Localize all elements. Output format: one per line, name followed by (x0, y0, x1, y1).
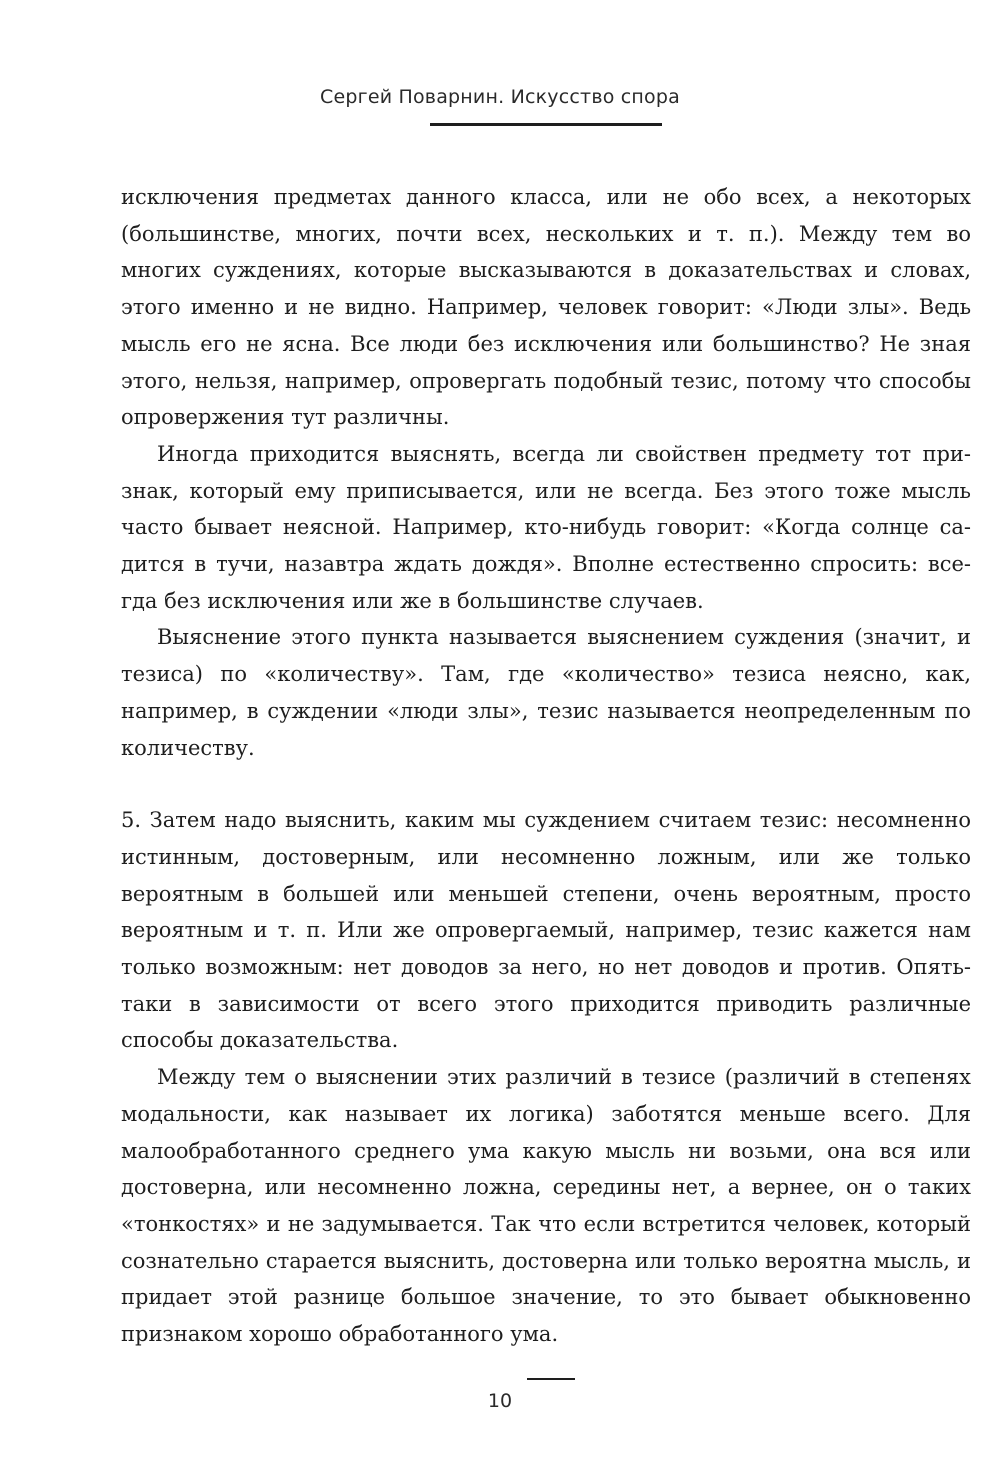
paragraph-continuation: исключения предметах данного класса, или не обо всех, а некоторых (большинстве, многих, почти всех, нескольких и т. п.). Между тем во многих суждениях, которые высказываются в доказательствах и словах, этого именно и не видно. Например, человек говорит: «Люди злы». Ведь мысль его не ясна. Все люди без исключения или большинство? Не зная этого, нельзя, например, опровергать подобный тезис, потому что способы опровержения тут различны. (121, 185, 971, 430)
paragraph-always-property: Иногда приходится выяснять, всегда ли свойствен предмету тот признак, который ему приписывается, или не всегда. Без этого тоже мысль часто бывает неясной. Например, кто-нибудь говорит: «Когда солнце садится в тучи, назавтра ждать дождя». Вполне естественно спросить: всегда без исключения или же в большинстве случаев. (121, 441, 971, 613)
footer-rule (527, 1378, 575, 1380)
paragraph-point-5: 5. Затем надо выяснить, каким мы суждением считаем тезис: несомненно истинным, достоверным, или несомненно ложным, или же только вероятным в большей или меньшей степени, очень вероятным, просто вероятным и т. п. Или же опровергаемый, например, тезис кажется нам только возможным: нет доводов за него, но нет доводов и против. Опять-таки в зависимости от всего этого приходится приводить различные способы доказательства. (121, 808, 971, 1053)
page-number: 10 (487, 1390, 513, 1412)
running-header-title: Сергей Поварнин. Искусство спора (320, 86, 680, 108)
body-text (121, 179, 971, 1353)
header-rule (430, 123, 662, 126)
paragraph-modality: Между тем о выяснении этих различий в тезисе (различий в степенях модальности, как называет их логика) заботятся меньше всего. Для малообработанного среднего ума какую мысль ни возьми, она вся или достоверна, или несомненно ложна, середины нет, а вернее, он о таких «тонкостях» и не задумывается. Так что если встретится человек, который сознательно старается выяснить, достоверна или только вероятна мысль, и придает этой разнице большое значение, то это бывает обыкновенно признаком хорошо обработанного ума. (121, 1065, 971, 1347)
paragraph-quantity: Выяснение этого пункта называется выяснением суждения (значит, и тезиса) по «количеству». Там, где «количество» тезиса неясно, как, например, в суждении «люди злы», тезис называется неопределенным по количеству. (121, 625, 971, 760)
